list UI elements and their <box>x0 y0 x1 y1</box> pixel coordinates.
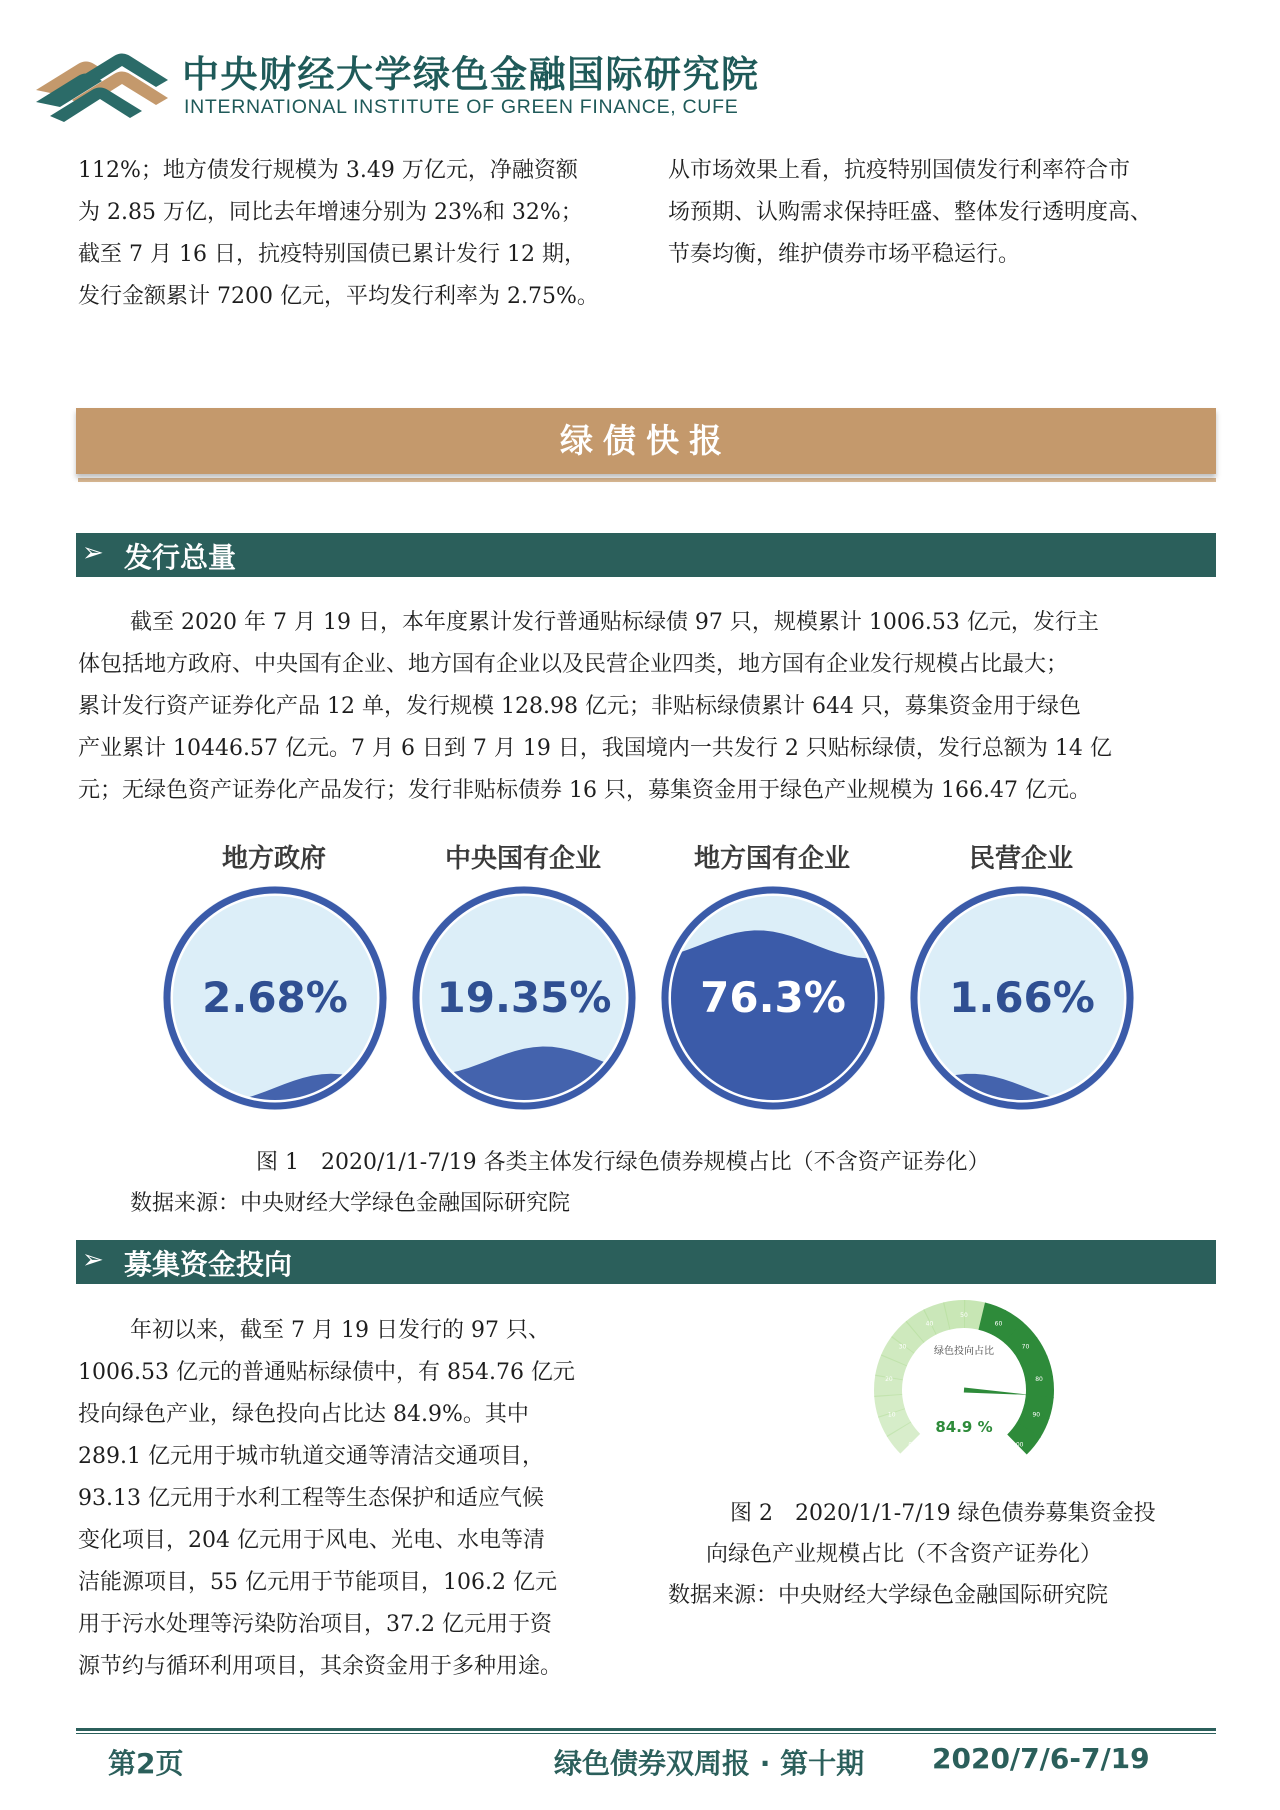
section-title: 发行总量 <box>124 541 237 574</box>
intro-left-line: 截至 7 月 16 日，抗疫特别国债已累计发行 12 期， <box>78 242 586 267</box>
institute-name-en: INTERNATIONAL INSTITUTE OF GREEN FINANCE, CUFE <box>184 96 739 118</box>
section-header-fund-usage <box>76 1240 1216 1284</box>
banner-underline <box>78 478 1216 482</box>
gauge-chart-svg <box>836 1290 1096 1480</box>
figure-2-source: 数据来源：中央财经大学绿色金融国际研究院 <box>668 1583 1109 1608</box>
bubble-value-label: 76.3% <box>700 973 846 1022</box>
gauge-tick-label: 80 <box>1035 1376 1043 1384</box>
intro-right-line: 从市场效果上看，抗疫特别国债发行利率符合市 <box>668 158 1131 183</box>
publication-title: 绿色债券双周报 · 第十期 <box>554 1747 865 1780</box>
paragraph-line: 投向绿色产业，绿色投向占比达 84.9%。其中 <box>78 1402 529 1427</box>
paragraph-line: 洁能源项目，55 亿元用于节能项目，106.2 亿元 <box>78 1570 557 1595</box>
paragraph-line: 年初以来，截至 7 月 19 日发行的 97 只、 <box>130 1318 550 1343</box>
gauge-tick-label: 20 <box>885 1376 893 1384</box>
intro-left-line: 为 2.85 万亿，同比去年增速分别为 23%和 32%； <box>78 200 583 225</box>
gauge-tick-label: 60 <box>994 1320 1003 1328</box>
gauge-tick-label: 90 <box>1032 1411 1041 1419</box>
figure-2-caption-line1: 图 2 2020/1/1-7/19 绿色债券募集资金投 <box>730 1501 1156 1526</box>
gauge-value-label: 84.9 % <box>935 1418 993 1436</box>
paragraph-line: 93.13 亿元用于水利工程等生态保护和适应气候 <box>78 1486 544 1511</box>
paragraph-line: 截至 2020 年 7 月 19 日，本年度累计发行普通贴标绿债 97 只，规模累计 1006.53 亿元，发行主 <box>130 610 1099 635</box>
fund-usage-paragraph <box>78 1310 575 1688</box>
footer-rule <box>76 1728 1216 1731</box>
section-banner <box>76 408 1216 474</box>
gauge-tick-label: 40 <box>925 1320 934 1328</box>
figure-1-caption: 图 1 2020/1/1-7/19 各类主体发行绿色债券规模占比（不含资产证券化） <box>256 1150 990 1175</box>
institute-name-cn: 中央财经大学绿色金融国际研究院 <box>182 53 760 96</box>
intro-left-line: 发行金额累计 7200 亿元，平均发行利率为 2.75%。 <box>78 284 599 309</box>
page-number: 第2页 <box>108 1747 184 1780</box>
intro-left-column <box>78 150 638 318</box>
banner-title: 绿债快报 <box>560 421 732 460</box>
bubble-chart-svg <box>140 880 1140 1120</box>
paragraph-line: 体包括地方政府、中央国有企业、地方国有企业以及民营企业四类，地方国有企业发行规模占比最大； <box>78 652 1069 677</box>
gauge-tick-label: 70 <box>1021 1343 1030 1351</box>
bubble-label: 中央国有企业 <box>444 844 601 874</box>
paragraph-line: 元；无绿色资产证券化产品发行；发行非贴标债券 16 只，募集资金用于绿色产业规模为 166.47 亿元。 <box>78 778 1091 803</box>
bubble-label: 地方政府 <box>221 844 326 874</box>
figure-1-source: 数据来源：中央财经大学绿色金融国际研究院 <box>130 1191 571 1216</box>
issuance-paragraph <box>78 602 1218 812</box>
paragraph-line: 289.1 亿元用于城市轨道交通等清洁交通项目， <box>78 1444 544 1469</box>
bubble-value-label: 19.35% <box>436 973 612 1022</box>
arrow-bullet-icon: ➢ <box>82 1245 104 1275</box>
institute-logo <box>32 50 170 126</box>
paragraph-line: 变化项目，204 亿元用于风电、光电、水电等清 <box>78 1528 545 1553</box>
bubble-label: 地方国有企业 <box>693 844 850 874</box>
gauge-needle <box>964 1388 1032 1396</box>
intro-right-column <box>668 150 1228 276</box>
paragraph-line: 1006.53 亿元的普通贴标绿债中，有 854.76 亿元 <box>78 1360 575 1385</box>
paragraph-line: 源节约与循环利用项目，其余资金用于多种用途。 <box>78 1654 563 1679</box>
footer-rule-thin <box>76 1733 1216 1734</box>
intro-right-line: 场预期、认购需求保持旺盛、整体发行透明度高、 <box>668 200 1153 225</box>
gauge-tick-label: 100 <box>1012 1441 1024 1449</box>
paragraph-line: 用于污水处理等污染防治项目，37.2 亿元用于资 <box>78 1612 552 1637</box>
page-header <box>32 40 792 130</box>
bubble-value-label: 1.66% <box>949 973 1095 1022</box>
gauge-tick-label: 30 <box>898 1343 907 1351</box>
intro-left-line: 112%；地方债发行规模为 3.49 万亿元，净融资额 <box>78 158 578 183</box>
gauge-title: 绿色投向占比 <box>934 1346 994 1357</box>
gauge-tick-label: 0 <box>908 1441 913 1449</box>
bubble-value-label: 2.68% <box>202 973 348 1022</box>
section-header-issuance <box>76 533 1216 577</box>
publication-period: 2020/7/6-7/19 <box>932 1742 1150 1775</box>
paragraph-line: 累计发行资产证券化产品 12 单，发行规模 128.98 亿元；非贴标绿债累计 644 只，募集资金用于绿色 <box>78 694 1081 719</box>
intro-right-line: 节奏均衡，维护债券市场平稳运行。 <box>668 242 1021 267</box>
gauge-tick-label: 10 <box>887 1411 896 1419</box>
gauge-tick-label: 50 <box>960 1312 968 1319</box>
figure-2-caption-line2: 向绿色产业规模占比（不含资产证券化） <box>706 1542 1103 1567</box>
section-title: 募集资金投向 <box>124 1248 293 1281</box>
paragraph-line: 产业累计 10446.57 亿元。7 月 6 日到 7 月 19 日，我国境内一共发行 2 只贴标绿债，发行总额为 14 亿 <box>78 736 1112 761</box>
bubble-label: 民营企业 <box>968 844 1073 874</box>
arrow-bullet-icon: ➢ <box>82 538 104 568</box>
